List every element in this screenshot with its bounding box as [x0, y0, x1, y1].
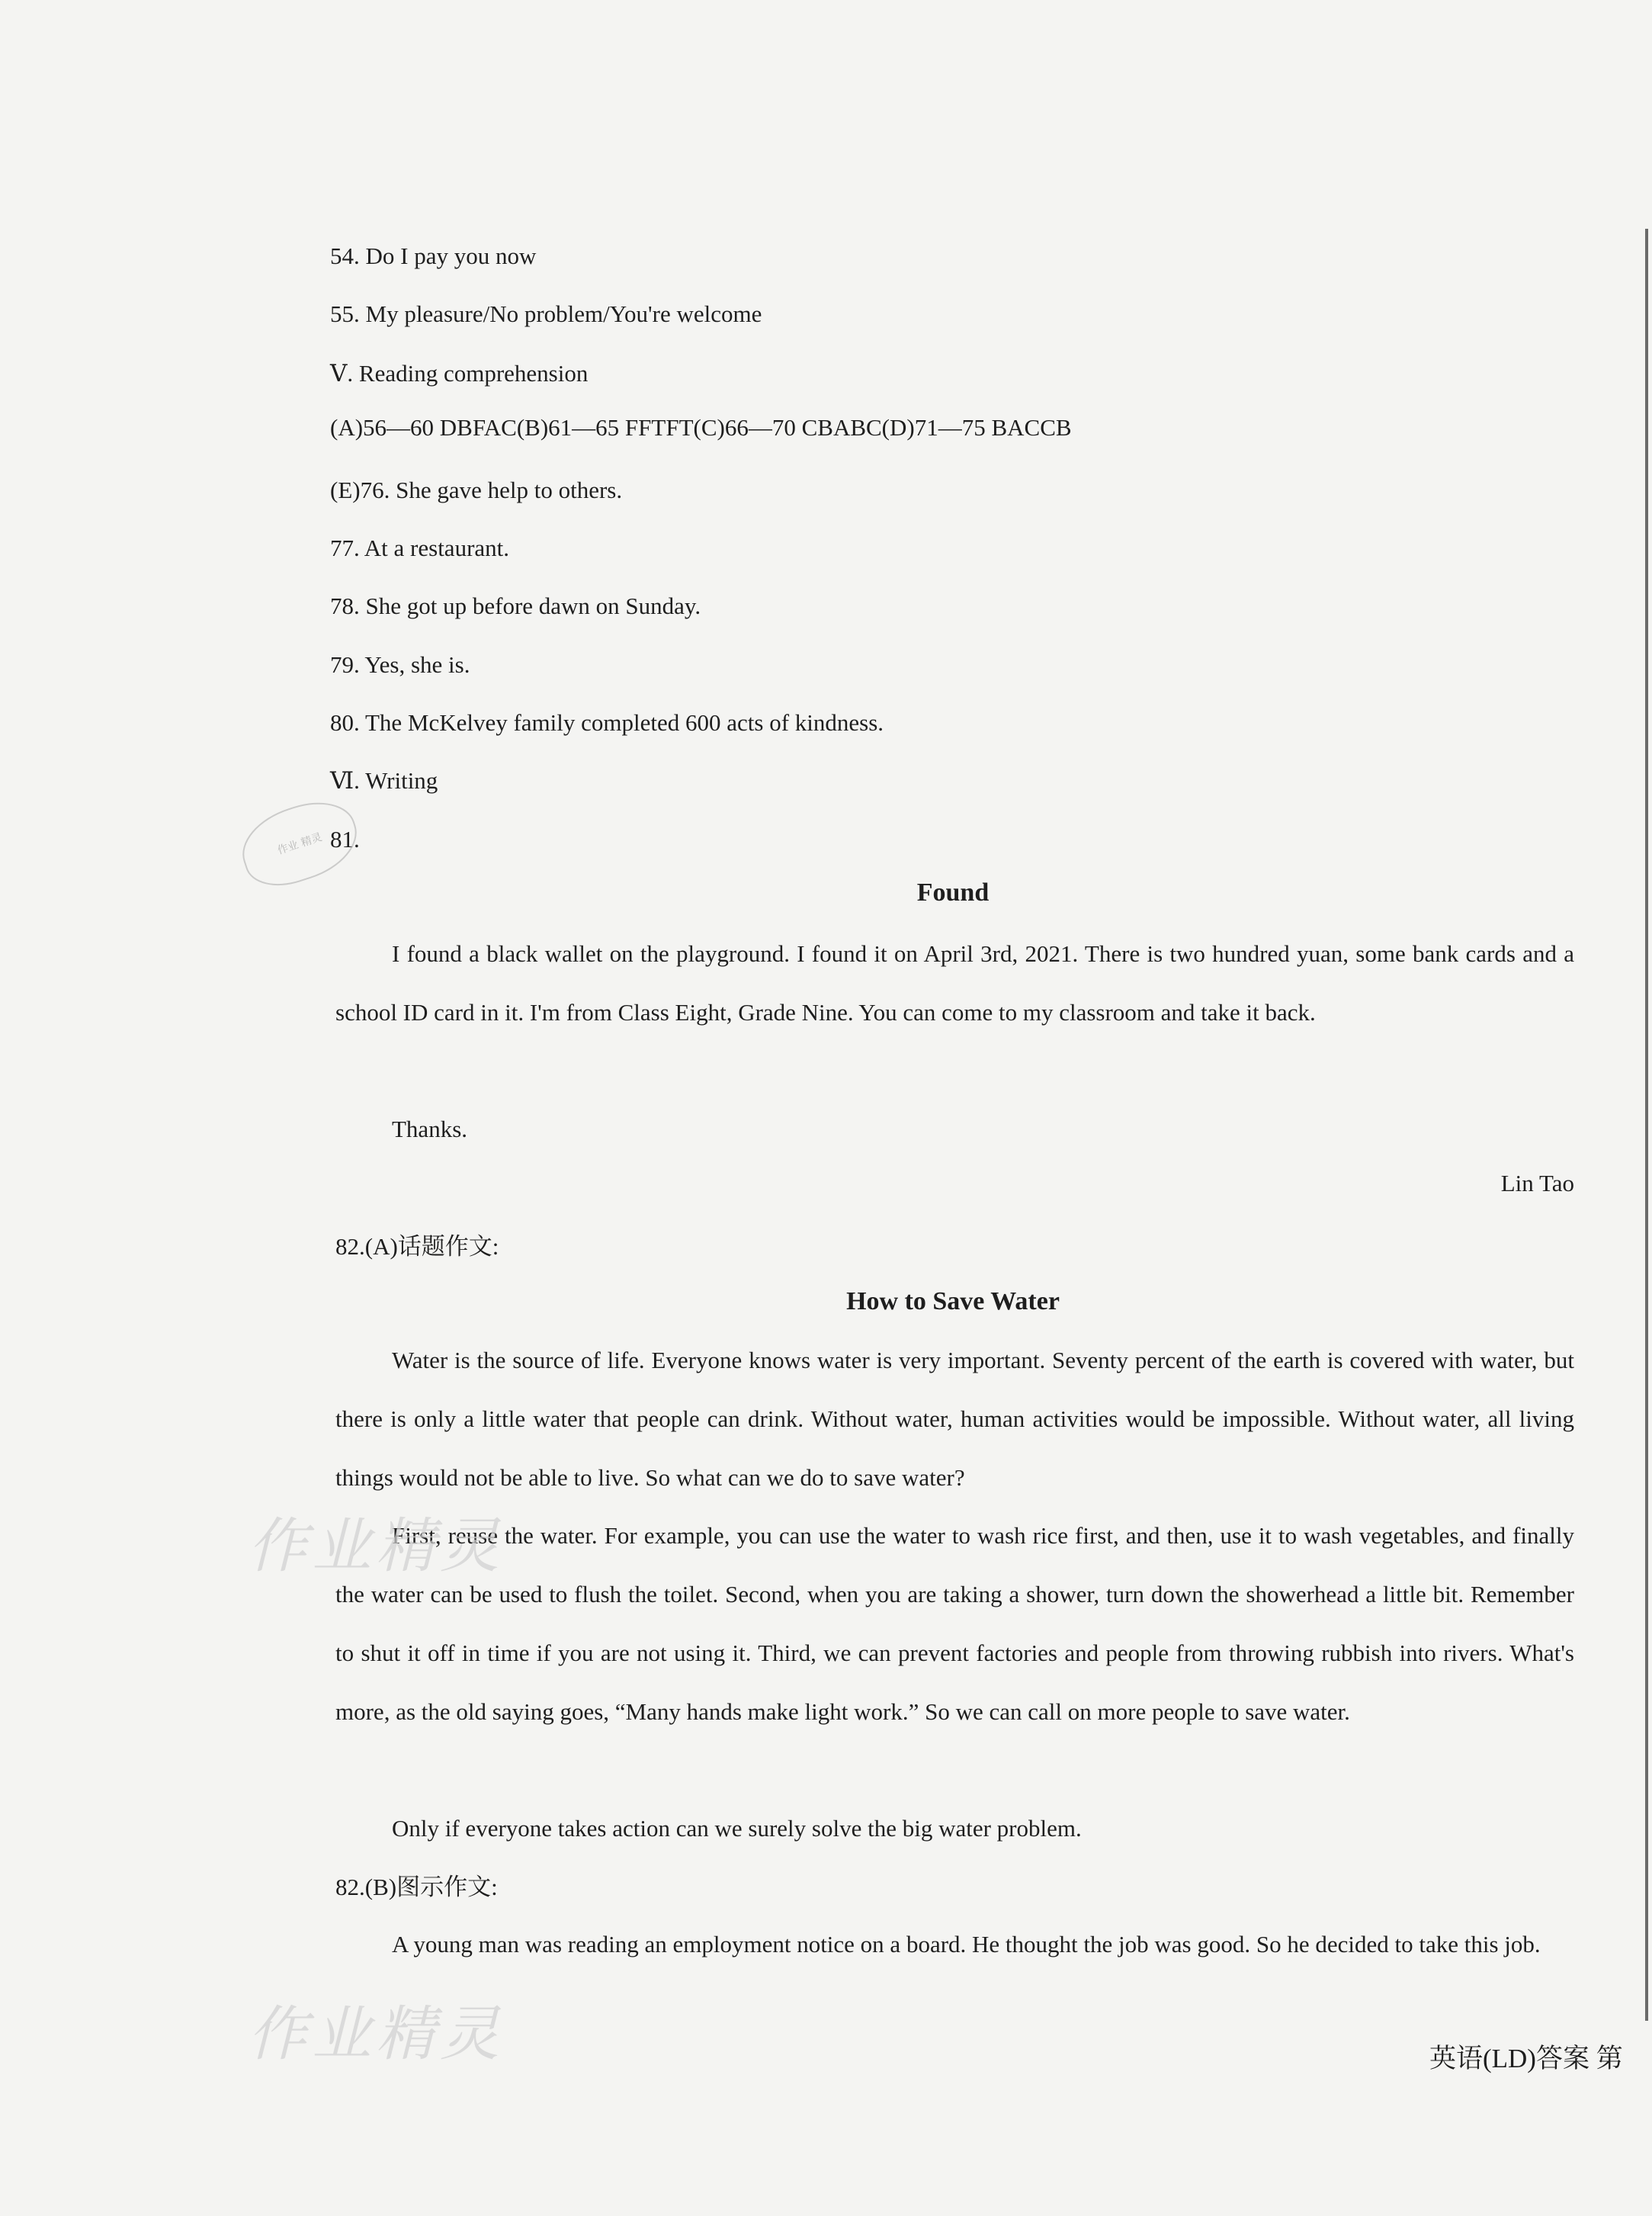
- answer-78: 78. She got up before dawn on Sunday.: [330, 593, 701, 619]
- answer-80: 80. The McKelvey family completed 600 acts of kindness.: [330, 709, 884, 736]
- answer-54: 54. Do I pay you now: [330, 242, 537, 269]
- essay-81-title: Found: [916, 878, 990, 907]
- stamp-text: 作业 精灵: [276, 831, 324, 857]
- page-footer: 英语(LD)答案 第: [1429, 2044, 1623, 2073]
- essay-81-body: I found a black wallet on the playground. I found it on April 3rd, 2021. There is two hundred yuan, some bank cards and a school ID card in it. I'm from Class Eight, Grade Nine. You can come to my classroom and take it back.: [335, 940, 1574, 1026]
- section-writing-heading: Ⅵ. Writing: [330, 767, 438, 794]
- answer-choices-56-75: (A)56—60 DBFAC(B)61—65 FFTFT(C)66—70 CBABC(D)71—75 BACCB: [330, 414, 1072, 441]
- watermark-2: 作业精灵: [248, 2000, 505, 2069]
- essay-82b-paragraph-1: A young man was reading an employment notice on a board. He thought the job was good. So he decided to take this job.: [392, 1931, 1541, 1957]
- essay-81-signature: Lin Tao: [1500, 1170, 1574, 1196]
- question-81-label: 81.: [330, 826, 360, 853]
- essay-81-closing: Thanks.: [392, 1116, 468, 1142]
- page-edge-shadow: [1645, 229, 1648, 2021]
- essay-82b-label: 82.(B)图示作文:: [335, 1874, 498, 1900]
- answer-79: 79. Yes, she is.: [330, 651, 470, 678]
- watermark-1: 作业精灵: [248, 1512, 505, 1581]
- essay-82a-paragraph-3: Only if everyone takes action can we surely solve the big water problem.: [392, 1815, 1082, 1842]
- stamp-logo: [233, 791, 367, 897]
- essay-82a-paragraph-1: Water is the source of life. Everyone knows water is very important. Seventy percent of the earth is covered with water, but there is only a little water that people can drink. Without water, human activities would be impossible. Without water, all living things would not be able to live. So what can we do to save water?: [335, 1347, 1574, 1491]
- answer-77: 77. At a restaurant.: [330, 535, 510, 561]
- answer-55: 55. My pleasure/No problem/You're welcome: [330, 300, 762, 327]
- essay-82a-paragraph-2: First, reuse the water. For example, you can use the water to wash rice first, and then, use it to wash vegetables, and finally the water can be used to flush the toilet. Second, when you are taking a shower, turn down the showerhead a little bit. Remember to shut it off in time if you are not using it. Third, we can prevent factories and people from throwing rubbish into rivers. What's more, as the old saying goes, “Many hands make light work.” So we can call on more people to save water.: [335, 1522, 1574, 1725]
- answer-76: (E)76. She gave help to others.: [330, 477, 623, 503]
- section-reading-heading: Ⅴ. Reading comprehension: [330, 360, 589, 387]
- essay-82a-label: 82.(A)话题作文:: [335, 1233, 499, 1260]
- essay-82a-title: How to Save Water: [846, 1287, 1060, 1315]
